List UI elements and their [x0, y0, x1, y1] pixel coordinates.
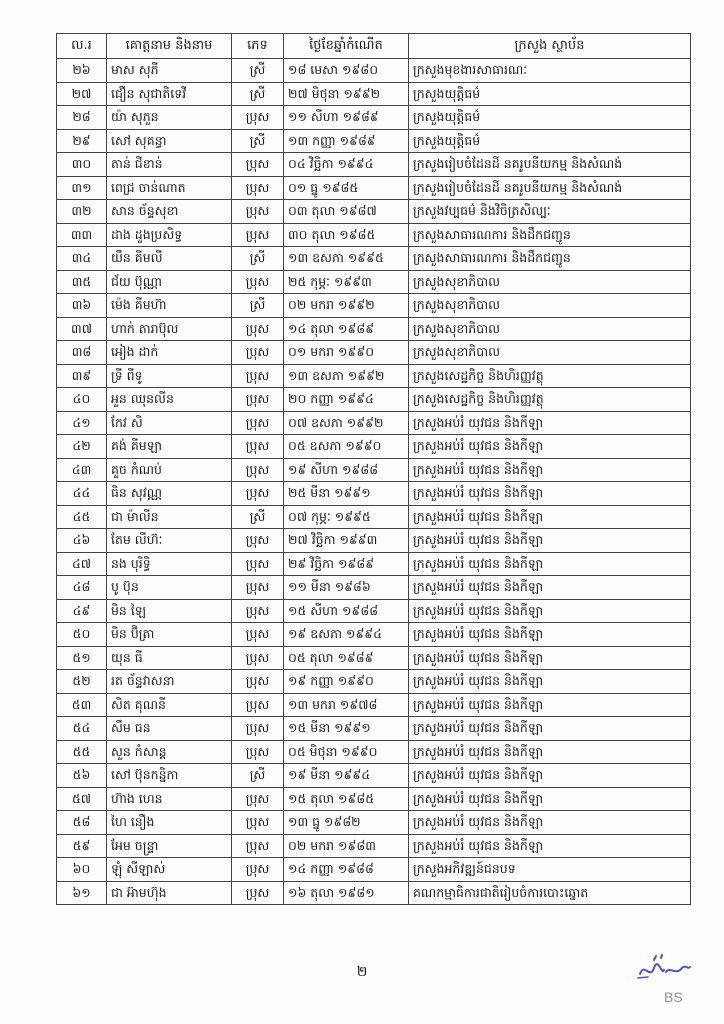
sex-cell: ប្រុស [232, 881, 284, 905]
birth-date-cell: ១៨ មេសា ១៩៨០ [284, 59, 409, 83]
personnel-table [56, 33, 691, 905]
full-name-cell: មិន ប៊ិត្រា [107, 623, 232, 647]
row-number-cell: ៤០ [57, 388, 107, 412]
sex-cell: ប្រុស [232, 176, 284, 200]
row-number-cell: ៤៥ [57, 505, 107, 529]
full-name-cell: បូ ប៊ុន [107, 576, 232, 600]
full-name-cell: នង បុរិទ្ធិ [107, 552, 232, 576]
header-birth-date: ថ្ងៃខែឆ្នាំកំណើត [284, 34, 409, 59]
row-number-cell: ២៧ [57, 82, 107, 106]
table-row [57, 411, 691, 435]
sex-cell: ប្រុស [232, 670, 284, 694]
row-number-cell: ៥៧ [57, 787, 107, 811]
sex-cell: ស្រី [232, 82, 284, 106]
ministry-cell: ក្រសួងអប់រំ យុវជន និងកីឡា [409, 693, 691, 717]
row-number-cell: ៣០ [57, 153, 107, 177]
table-row [57, 881, 691, 905]
table-row [57, 294, 691, 318]
ministry-cell: ក្រសួងយុត្តិធម៌ [409, 106, 691, 130]
ministry-cell: ក្រសួងរៀបចំដែនដី នគរូបនីយកម្ម និងសំណង់ [409, 153, 691, 177]
ministry-cell: ក្រសួងអប់រំ យុវជន និងកីឡា [409, 764, 691, 788]
full-name-cell: សៅ សុគន្ធា [107, 129, 232, 153]
table-row [57, 858, 691, 882]
full-name-cell: ជា អ៊ាមហ៊ុង [107, 881, 232, 905]
table-row [57, 693, 691, 717]
full-name-cell: ពេជ្រ ចាន់ណាត [107, 176, 232, 200]
birth-date-cell: ០២ មករា ១៩៩២ [284, 294, 409, 318]
birth-date-cell: ២៧ មិថុនា ១៩៩២ [284, 82, 409, 106]
table-row [57, 505, 691, 529]
full-name-cell: ដាង ដួងប្រសិទ្ធ [107, 223, 232, 247]
table-row [57, 317, 691, 341]
birth-date-cell: ១៩ ឧសភា ១៩៩៤ [284, 623, 409, 647]
sex-cell: ប្រុស [232, 787, 284, 811]
full-name-cell: ម៉េង គីមហ៊ា [107, 294, 232, 318]
header-ministry: ក្រសួង ស្ថាប័ន [409, 34, 691, 59]
initials-text: BS [664, 989, 683, 1005]
row-number-cell: ៤៩ [57, 599, 107, 623]
birth-date-cell: ២០ កញ្ញា ១៩៩៤ [284, 388, 409, 412]
ministry-cell: ក្រសួងអប់រំ យុវជន និងកីឡា [409, 458, 691, 482]
table-row [57, 106, 691, 130]
row-number-cell: ៣៨ [57, 341, 107, 365]
full-name-cell: យ៉ា សុភួន [107, 106, 232, 130]
birth-date-cell: ១១ សីហា ១៩៨៩ [284, 106, 409, 130]
table-row [57, 623, 691, 647]
birth-date-cell: ១៦ តុលា ១៩៨១ [284, 881, 409, 905]
table-row [57, 834, 691, 858]
header-sex: ភេទ [232, 34, 284, 59]
table-row [57, 717, 691, 741]
sex-cell: ប្រុស [232, 811, 284, 835]
table-row [57, 200, 691, 224]
birth-date-cell: ១៥ មីនា ១៩៩១ [284, 717, 409, 741]
full-name-cell: ទ្រី ពីទូ [107, 364, 232, 388]
birth-date-cell: ០៣ តុលា ១៩៨៧ [284, 200, 409, 224]
table-row [57, 740, 691, 764]
sex-cell: ប្រុស [232, 482, 284, 506]
full-name-cell: សិត គុណនី [107, 693, 232, 717]
table-header-row [57, 34, 691, 59]
full-name-cell: ហាក់ តារាប៊ុល [107, 317, 232, 341]
ministry-cell: ក្រសួងអប់រំ យុវជន និងកីឡា [409, 717, 691, 741]
row-number-cell: ៤៤ [57, 482, 107, 506]
birth-date-cell: ១៣ ឧសភា ១៩៩៥ [284, 247, 409, 271]
birth-date-cell: ០៥ តុលា ១៩៨៩ [284, 646, 409, 670]
sex-cell: ប្រុស [232, 552, 284, 576]
birth-date-cell: ០៥ មិថុនា ១៩៩០ [284, 740, 409, 764]
ministry-cell: ក្រសួងវប្បធម៌ និងវិចិត្រសិល្បៈ [409, 200, 691, 224]
full-name-cell: គង់ គីមឡា [107, 435, 232, 459]
ministry-cell: ក្រសួងអប់រំ យុវជន និងកីឡា [409, 411, 691, 435]
sex-cell: ប្រុស [232, 623, 284, 647]
sex-cell: ប្រុស [232, 411, 284, 435]
row-number-cell: ៤១ [57, 411, 107, 435]
full-name-cell: ឡុំ សីឡាស់ [107, 858, 232, 882]
row-number-cell: ៦១ [57, 881, 107, 905]
sex-cell: ប្រុស [232, 341, 284, 365]
birth-date-cell: ១១ មីនា ១៩៨៦ [284, 576, 409, 600]
ministry-cell: ក្រសួងអប់រំ យុវជន និងកីឡា [409, 435, 691, 459]
row-number-cell: ៣២ [57, 200, 107, 224]
full-name-cell: អួន ឈុនលីន [107, 388, 232, 412]
row-number-cell: ៣៥ [57, 270, 107, 294]
birth-date-cell: ២៧ វិច្ឆិកា ១៩៩៣ [284, 529, 409, 553]
sex-cell: ស្រី [232, 764, 284, 788]
sex-cell: ប្រុស [232, 858, 284, 882]
ministry-cell: ក្រសួងសេដ្ឋកិច្ច និងហិរញ្ញវត្ថុ [409, 364, 691, 388]
sex-cell: ប្រុស [232, 529, 284, 553]
table-row [57, 270, 691, 294]
table-row [57, 670, 691, 694]
full-name-cell: ហៃ នឿង [107, 811, 232, 835]
ministry-cell: ក្រសួងមុខងារសាធារណៈ [409, 59, 691, 83]
full-name-cell: មិន ឡៃ [107, 599, 232, 623]
sex-cell: ប្រុស [232, 740, 284, 764]
full-name-cell: សាន ច័ន្ទសុខា [107, 200, 232, 224]
table-row [57, 552, 691, 576]
sex-cell: ប្រុស [232, 693, 284, 717]
birth-date-cell: ១៣ ឧសភា ១៩៩២ [284, 364, 409, 388]
birth-date-cell: ១៤ តុលា ១៩៨៩ [284, 317, 409, 341]
sex-cell: ប្រុស [232, 834, 284, 858]
birth-date-cell: ០១ មករា ១៩៩០ [284, 341, 409, 365]
ministry-cell: ក្រសួងអប់រំ យុវជន និងកីឡា [409, 740, 691, 764]
row-number-cell: ៥២ [57, 670, 107, 694]
ministry-cell: ក្រសួងអប់រំ យុវជន និងកីឡា [409, 623, 691, 647]
ministry-cell: ក្រសួងអប់រំ យុវជន និងកីឡា [409, 646, 691, 670]
ministry-cell: ក្រសួងអប់រំ យុវជន និងកីឡា [409, 670, 691, 694]
birth-date-cell: ២៥ មីនា ១៩៩១ [284, 482, 409, 506]
table-row [57, 482, 691, 506]
birth-date-cell: ១៥ សីហា ១៩៨៨ [284, 599, 409, 623]
birth-date-cell: ២៩ វិច្ឆិកា ១៩៨៩ [284, 552, 409, 576]
table-row [57, 458, 691, 482]
sex-cell: ស្រី [232, 247, 284, 271]
row-number-cell: ២៩ [57, 129, 107, 153]
ministry-cell: ក្រសួងសុខាភិបាល [409, 341, 691, 365]
table-row [57, 576, 691, 600]
birth-date-cell: ០២ មករា ១៩៨៣ [284, 834, 409, 858]
sex-cell: ប្រុស [232, 364, 284, 388]
table-row [57, 129, 691, 153]
birth-date-cell: ១៥ តុលា ១៩៨៥ [284, 787, 409, 811]
full-name-cell: សួន កំសាន្ត [107, 740, 232, 764]
ministry-cell: ក្រសួងសេដ្ឋកិច្ច និងហិរញ្ញវត្ថុ [409, 388, 691, 412]
birth-date-cell: ០៧ កុម្ភៈ ១៩៩៥ [284, 505, 409, 529]
row-number-cell: ៥០ [57, 623, 107, 647]
sex-cell: ប្រុស [232, 106, 284, 130]
table-row [57, 764, 691, 788]
ministry-cell: ក្រសួងយុត្តិធម៌ [409, 129, 691, 153]
birth-date-cell: ០៧ ឧសភា ១៩៩២ [284, 411, 409, 435]
ministry-cell: ក្រសួងសុខាភិបាល [409, 270, 691, 294]
ministry-cell: ក្រសួងអភិវឌ្ឍន៍ជនបទ [409, 858, 691, 882]
table-row [57, 364, 691, 388]
table-row [57, 787, 691, 811]
sex-cell: ស្រី [232, 59, 284, 83]
ministry-cell: ក្រសួងរៀបចំដែនដី នគរូបនីយកម្ម និងសំណង់ [409, 176, 691, 200]
table-row [57, 529, 691, 553]
birth-date-cell: ០៤ វិច្ឆិកា ១៩៩៤ [284, 153, 409, 177]
row-number-cell: ៥៥ [57, 740, 107, 764]
sex-cell: ប្រុស [232, 458, 284, 482]
table-row [57, 646, 691, 670]
sex-cell: ប្រុស [232, 270, 284, 294]
birth-date-cell: ៣០ តុលា ១៩៨៥ [284, 223, 409, 247]
row-number-cell: ៤៣ [57, 458, 107, 482]
row-number-cell: ៥៤ [57, 717, 107, 741]
full-name-cell: អៀង ដាក់ [107, 341, 232, 365]
full-name-cell: តែម លីហ៊ៈ [107, 529, 232, 553]
header-name: គោត្តនាម និងនាម [107, 34, 232, 59]
full-name-cell: សឹម ធន [107, 717, 232, 741]
birth-date-cell: ១៩ សីហា ១៩៨៨ [284, 458, 409, 482]
handwritten-initials-signature [634, 950, 714, 1010]
row-number-cell: ៥១ [57, 646, 107, 670]
ministry-cell: ក្រសួងអប់រំ យុវជន និងកីឡា [409, 599, 691, 623]
ministry-cell: ក្រសួងអប់រំ យុវជន និងកីឡា [409, 811, 691, 835]
header-number: ល.រ [57, 34, 107, 59]
row-number-cell: ២៨ [57, 106, 107, 130]
full-name-cell: ជឿន សុជាតិទេវី [107, 82, 232, 106]
ministry-cell: ក្រសួងអប់រំ យុវជន និងកីឡា [409, 482, 691, 506]
row-number-cell: ៤៦ [57, 529, 107, 553]
sex-cell: ស្រី [232, 294, 284, 318]
birth-date-cell: ១៣ កញ្ញា ១៩៨៩ [284, 129, 409, 153]
ministry-cell: ក្រសួងអប់រំ យុវជន និងកីឡា [409, 529, 691, 553]
full-name-cell: កែវ សិ [107, 411, 232, 435]
birth-date-cell: ១៩ មីនា ១៩៩៤ [284, 764, 409, 788]
ministry-cell: ក្រសួងសាធារណការ និងដឹកជញ្ជូន [409, 247, 691, 271]
row-number-cell: ២៦ [57, 59, 107, 83]
full-name-cell: តាន់ ជីខាន់ [107, 153, 232, 177]
sex-cell: ប្រុស [232, 200, 284, 224]
ministry-cell: ក្រសួងអប់រំ យុវជន និងកីឡា [409, 787, 691, 811]
table-row [57, 176, 691, 200]
ministry-cell: ក្រសួងអប់រំ យុវជន និងកីឡា [409, 576, 691, 600]
birth-date-cell: ១៣ មករា ១៩៧៨ [284, 693, 409, 717]
full-name-cell: ជា ម៉ាលីន [107, 505, 232, 529]
table-body [57, 59, 691, 905]
ministry-cell: ក្រសួងសុខាភិបាល [409, 294, 691, 318]
sex-cell: ប្រុស [232, 317, 284, 341]
full-name-cell: មាស សុភី [107, 59, 232, 83]
sex-cell: ប្រុស [232, 153, 284, 177]
ministry-cell: ក្រសួងសាធារណការ និងដឹកជញ្ជូន [409, 223, 691, 247]
full-name-cell: គួច កំណប់ [107, 458, 232, 482]
table-row [57, 247, 691, 271]
ministry-cell: ក្រសួងយុត្តិធម៌ [409, 82, 691, 106]
full-name-cell: អែម ចន្ទ្រា [107, 834, 232, 858]
table-row [57, 811, 691, 835]
row-number-cell: ៥៩ [57, 834, 107, 858]
birth-date-cell: ២៥ កុម្ភៈ ១៩៩៣ [284, 270, 409, 294]
sex-cell: ប្រុស [232, 576, 284, 600]
ministry-cell: ក្រសួងអប់រំ យុវជន និងកីឡា [409, 834, 691, 858]
birth-date-cell: ១៩ កញ្ញា ១៩៩០ [284, 670, 409, 694]
birth-date-cell: ០១ ធ្នូ ១៩៨៥ [284, 176, 409, 200]
table-row [57, 599, 691, 623]
page-number: ២ [356, 964, 368, 980]
full-name-cell: រត ច័ន្ទវាសនា [107, 670, 232, 694]
birth-date-cell: ០៥ ឧសភា ១៩៩០ [284, 435, 409, 459]
row-number-cell: ៤៨ [57, 576, 107, 600]
row-number-cell: ៣៧ [57, 317, 107, 341]
table-row [57, 82, 691, 106]
sex-cell: ស្រី [232, 129, 284, 153]
sex-cell: ប្រុស [232, 599, 284, 623]
ministry-cell: ក្រសួងសុខាភិបាល [409, 317, 691, 341]
sex-cell: ប្រុស [232, 223, 284, 247]
row-number-cell: ៥៦ [57, 764, 107, 788]
row-number-cell: ៤៧ [57, 552, 107, 576]
row-number-cell: ៥៣ [57, 693, 107, 717]
row-number-cell: ៣៤ [57, 247, 107, 271]
ministry-cell: ក្រសួងអប់រំ យុវជន និងកីឡា [409, 505, 691, 529]
full-name-cell: យឹន គីមលី [107, 247, 232, 271]
sex-cell: ប្រុស [232, 646, 284, 670]
birth-date-cell: ១៤ កញ្ញា ១៩៨៨ [284, 858, 409, 882]
row-number-cell: ៣១ [57, 176, 107, 200]
table-row [57, 223, 691, 247]
full-name-cell: យុន ធី [107, 646, 232, 670]
birth-date-cell: ១៣ ធ្នូ ១៩៨២ [284, 811, 409, 835]
row-number-cell: ៣៣ [57, 223, 107, 247]
row-number-cell: ៣៩ [57, 364, 107, 388]
sex-cell: ប្រុស [232, 435, 284, 459]
ministry-cell: គណកម្មាធិការជាតិរៀបចំការបោះឆ្នោត [409, 881, 691, 905]
sex-cell: ប្រុស [232, 717, 284, 741]
table-row [57, 153, 691, 177]
sex-cell: ប្រុស [232, 388, 284, 412]
full-name-cell: សៅ ប៊ុនកន្និកា [107, 764, 232, 788]
full-name-cell: ហ៊ាង ហេន [107, 787, 232, 811]
table-row [57, 59, 691, 83]
row-number-cell: ៤២ [57, 435, 107, 459]
row-number-cell: ៥៨ [57, 811, 107, 835]
table-row [57, 388, 691, 412]
full-name-cell: ជ័យ ប៊ុណ្ណា [107, 270, 232, 294]
table-row [57, 435, 691, 459]
ministry-cell: ក្រសួងអប់រំ យុវជន និងកីឡា [409, 552, 691, 576]
row-number-cell: ៣៦ [57, 294, 107, 318]
row-number-cell: ៦០ [57, 858, 107, 882]
full-name-cell: ធិន សុវណ្ណ [107, 482, 232, 506]
sex-cell: ស្រី [232, 505, 284, 529]
table-row [57, 341, 691, 365]
